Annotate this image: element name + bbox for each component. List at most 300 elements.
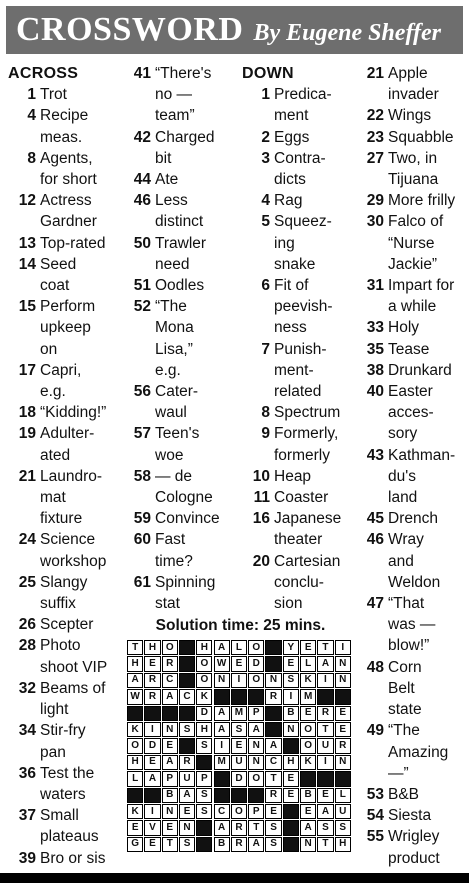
clue (356, 826, 466, 868)
clue-text: Tease (388, 340, 430, 358)
clue (356, 445, 466, 509)
grid-cell: T (317, 640, 333, 655)
grid-block (265, 656, 281, 671)
grid-cell: R (144, 673, 160, 688)
clue-text: Fast time? (155, 531, 193, 570)
clue (356, 360, 466, 381)
clue-text: Trawler need (155, 234, 207, 273)
grid-cell: S (196, 804, 212, 819)
grid-cell: A (248, 722, 264, 737)
clue (242, 211, 354, 275)
grid-cell: E (283, 771, 299, 786)
clue-column-2 (123, 63, 241, 614)
clue (356, 593, 466, 657)
clue-text: Punish- ment- related (274, 340, 327, 401)
clue-text: Siesta (388, 807, 432, 825)
clue (356, 317, 466, 338)
clue-number: 5 (261, 213, 270, 231)
clue (242, 148, 354, 190)
clue-text: Impart for a while (388, 277, 455, 316)
grid-cell: H (283, 755, 299, 770)
grid-cell: R (231, 820, 247, 835)
puzzle-header (6, 6, 463, 54)
clue (123, 190, 241, 232)
grid-cell: E (317, 788, 333, 803)
clue-text: More frilly (388, 192, 456, 210)
grid-block (335, 689, 351, 704)
grid-cell: E (144, 837, 160, 852)
grid-cell: P (248, 804, 264, 819)
clue (123, 466, 241, 508)
clue-text: “There's no — team” (155, 65, 212, 125)
clue (123, 508, 241, 529)
grid-cell: E (283, 656, 299, 671)
clue (356, 105, 466, 126)
clue-text: Holy (388, 319, 420, 337)
clue-number: 46 (133, 192, 151, 210)
grid-block (300, 771, 316, 786)
grid-cell: A (214, 640, 230, 655)
clue (8, 848, 124, 869)
grid-cell: T (162, 837, 178, 852)
clue-text: Wrigley product (388, 828, 440, 867)
clue-number: 14 (18, 255, 36, 273)
grid-cell: E (300, 706, 316, 721)
clue-text: Actress Gardner (40, 192, 97, 231)
clue-number: 15 (18, 298, 36, 316)
grid-cell: N (335, 755, 351, 770)
grid-cell: E (335, 722, 351, 737)
clue-text: Test the waters (40, 764, 95, 803)
grid-cell: I (317, 755, 333, 770)
grid-block (283, 738, 299, 753)
grid-block (162, 706, 178, 721)
grid-cell: O (300, 722, 316, 737)
clue-number: 54 (366, 807, 384, 825)
grid-block (317, 771, 333, 786)
clue-number: 27 (366, 149, 384, 167)
down-heading: DOWN (242, 65, 294, 82)
grid-cell: A (127, 673, 143, 688)
grid-cell: B (283, 706, 299, 721)
grid-cell: D (248, 656, 264, 671)
grid-cell: T (265, 771, 281, 786)
grid-cell: N (162, 722, 178, 737)
clue-text: Kathman- du's land (388, 446, 456, 507)
clue-text: Wray and Weldon (388, 531, 441, 591)
clue-number: 25 (18, 573, 36, 591)
grid-cell: P (248, 706, 264, 721)
clue (8, 466, 124, 530)
grid-cell: R (335, 738, 351, 753)
clue-number: 3 (261, 149, 270, 167)
grid-cell: K (300, 673, 316, 688)
clue-number: 20 (252, 552, 270, 570)
grid-cell: N (179, 820, 195, 835)
clue (356, 275, 466, 317)
grid-block (196, 755, 212, 770)
clue (242, 487, 354, 508)
grid-cell: L (335, 788, 351, 803)
clue-number: 4 (261, 192, 270, 210)
clue-number: 39 (18, 849, 36, 867)
grid-cell: A (214, 722, 230, 737)
grid-cell: O (162, 640, 178, 655)
clue-number: 29 (366, 192, 384, 210)
clue (123, 572, 241, 614)
clue (8, 423, 124, 465)
clue (242, 84, 354, 126)
grid-cell: L (231, 640, 247, 655)
clue (242, 551, 354, 615)
clue-text: Corn Belt state (388, 658, 422, 719)
clue (8, 805, 124, 847)
grid-cell: T (317, 837, 333, 852)
clue-number: 10 (252, 467, 270, 485)
clue (356, 657, 466, 721)
grid-cell: E (335, 706, 351, 721)
clue-text: Perform upkeep on (40, 298, 96, 358)
grid-cell: C (214, 804, 230, 819)
clue (8, 720, 124, 762)
grid-cell: A (214, 820, 230, 835)
grid-cell: O (248, 771, 264, 786)
grid-cell: K (196, 689, 212, 704)
clue (8, 402, 124, 423)
clue-text: — de Cologne (155, 467, 213, 507)
grid-cell: U (179, 771, 195, 786)
clue-number: 40 (366, 383, 384, 401)
grid-cell: A (162, 689, 178, 704)
grid-cell: O (231, 804, 247, 819)
grid-cell: G (127, 837, 143, 852)
clue-text: “That was — blow!” (388, 595, 436, 655)
clue (8, 190, 124, 232)
clue-number: 6 (261, 277, 270, 295)
grid-cell: R (265, 689, 281, 704)
grid-cell: S (335, 820, 351, 835)
grid-cell: I (144, 804, 160, 819)
clue (242, 127, 354, 148)
clue-text: Falco of “Nurse Jackie” (388, 213, 444, 273)
grid-cell: O (196, 656, 212, 671)
clue-number: 31 (366, 277, 384, 295)
clue-text: Two, in Tijuana (388, 149, 439, 189)
grid-cell: R (162, 656, 178, 671)
grid-cell: S (196, 738, 212, 753)
grid-cell: N (162, 804, 178, 819)
grid-cell: H (196, 640, 212, 655)
clue-text: Agents, for short (40, 149, 97, 189)
grid-cell: E (300, 804, 316, 819)
grid-cell: D (231, 771, 247, 786)
grid-cell: A (300, 820, 316, 835)
grid-block (265, 640, 281, 655)
grid-block (248, 689, 264, 704)
clue-text: “The Mona Lisa,” e.g. (155, 298, 194, 379)
clue (356, 508, 466, 529)
grid-cell: O (196, 673, 212, 688)
grid-cell: M (231, 706, 247, 721)
clue-number: 9 (261, 425, 270, 443)
clue-number: 48 (366, 658, 384, 676)
clue-text: Bro or sis (40, 849, 106, 867)
clue-number: 8 (27, 149, 36, 167)
grid-cell: N (300, 837, 316, 852)
grid-block (179, 640, 195, 655)
grid-block (317, 689, 333, 704)
clue-text: Ate (155, 171, 179, 189)
clue (356, 805, 466, 826)
clue (8, 614, 124, 635)
clue (242, 402, 354, 423)
clue-number: 46 (366, 531, 384, 549)
grid-cell: K (127, 804, 143, 819)
grid-block (127, 706, 143, 721)
grid-cell: Y (283, 640, 299, 655)
clue-column-4 (356, 63, 466, 869)
grid-cell: N (214, 673, 230, 688)
clue-number: 8 (261, 404, 270, 422)
grid-cell: B (214, 837, 230, 852)
grid-cell: M (300, 689, 316, 704)
clue (242, 339, 354, 403)
clue (356, 784, 466, 805)
grid-cell: R (231, 837, 247, 852)
clue (123, 169, 241, 190)
grid-cell: E (162, 738, 178, 753)
clue-number: 30 (366, 213, 384, 231)
clue-list (242, 84, 354, 614)
clue-number: 36 (18, 764, 36, 782)
clue-number: 37 (18, 807, 36, 825)
clue-text: Capri, e.g. (40, 361, 82, 401)
clue-number: 57 (133, 425, 151, 443)
clue-number: 52 (133, 298, 151, 316)
clue (356, 339, 466, 360)
clue-number: 1 (27, 86, 36, 104)
grid-cell: H (127, 656, 143, 671)
grid-cell: E (231, 656, 247, 671)
grid-cell: U (317, 738, 333, 753)
grid-block (231, 788, 247, 803)
grid-block (214, 771, 230, 786)
grid-block (283, 837, 299, 852)
grid-cell: L (300, 656, 316, 671)
grid-cell: E (179, 804, 195, 819)
clue-text: Convince (155, 510, 220, 528)
clue-number: 58 (133, 467, 151, 485)
clue (8, 105, 124, 147)
clue (8, 360, 124, 402)
clue (8, 635, 124, 677)
clue-text: Beams of light (40, 679, 106, 719)
grid-cell: I (144, 722, 160, 737)
clue (123, 275, 241, 296)
clue (356, 190, 466, 211)
puzzle-title: CROSSWORD (16, 11, 244, 48)
clue (8, 678, 124, 720)
clue (8, 84, 124, 105)
clue-number: 32 (18, 679, 36, 697)
clue-text: Top-rated (40, 234, 106, 252)
grid-cell: T (317, 722, 333, 737)
clue-number: 59 (133, 510, 151, 528)
clue-number: 4 (27, 107, 36, 125)
grid-cell: A (248, 837, 264, 852)
clue-number: 44 (133, 171, 151, 189)
clue-number: 23 (366, 128, 384, 146)
grid-cell: A (265, 738, 281, 753)
grid-cell: W (127, 689, 143, 704)
grid-cell: O (248, 640, 264, 655)
clue-text: Spinning stat (155, 573, 216, 613)
grid-cell: H (335, 837, 351, 852)
clue-text: Formerly, formerly (274, 425, 339, 464)
grid-block (335, 771, 351, 786)
grid-cell: S (265, 837, 281, 852)
clue (123, 296, 241, 381)
clue-list (123, 63, 241, 614)
clue-number: 49 (366, 722, 384, 740)
clue-text: Teen's woe (155, 425, 200, 464)
grid-cell: R (179, 755, 195, 770)
clue-number: 41 (133, 65, 151, 82)
grid-cell: D (196, 706, 212, 721)
grid-block (214, 788, 230, 803)
grid-cell: A (144, 771, 160, 786)
clue-number: 45 (366, 510, 384, 528)
grid-cell: T (127, 640, 143, 655)
clue-text: Science workshop (40, 531, 107, 570)
clue-text: Heap (274, 467, 312, 485)
grid-block (179, 706, 195, 721)
grid-cell: I (214, 738, 230, 753)
grid-cell: V (144, 820, 160, 835)
clue-text: Cartesian conclu- sion (274, 552, 341, 613)
clue-text: Squeez- ing snake (274, 213, 332, 273)
clue-text: Oodles (155, 277, 205, 295)
clue-text: Less distinct (155, 192, 204, 231)
solution-time: Solution time: 25 mins. (155, 617, 326, 634)
grid-cell: U (335, 804, 351, 819)
clue (242, 508, 354, 550)
clue-number: 11 (253, 489, 270, 507)
grid-cell: O (127, 738, 143, 753)
grid-cell: S (179, 837, 195, 852)
grid-cell: K (300, 755, 316, 770)
grid-block (265, 706, 281, 721)
clue (356, 529, 466, 593)
clue-number: 16 (252, 510, 270, 528)
grid-cell: I (231, 673, 247, 688)
grid-cell: D (144, 738, 160, 753)
grid-cell: N (248, 738, 264, 753)
bottom-rule (0, 873, 469, 883)
grid-cell: N (283, 722, 299, 737)
clue-number: 55 (366, 828, 384, 846)
clue-number: 26 (18, 616, 36, 634)
clue (356, 127, 466, 148)
clue (8, 572, 124, 614)
grid-cell: O (300, 738, 316, 753)
clue-number: 50 (133, 234, 151, 252)
grid-cell: P (162, 771, 178, 786)
clue-number: 18 (18, 404, 36, 422)
clue-column-3 (242, 63, 354, 614)
clue-number: 43 (366, 446, 384, 464)
clue (123, 381, 241, 423)
clue-number: 56 (133, 383, 151, 401)
grid-block (248, 788, 264, 803)
grid-block (283, 804, 299, 819)
grid-cell: W (214, 656, 230, 671)
clue-text: Predica- ment (274, 86, 332, 125)
grid-cell: T (248, 820, 264, 835)
clue (242, 275, 354, 339)
clue (123, 63, 241, 127)
clue-number: 1 (261, 86, 270, 104)
grid-block (265, 722, 281, 737)
clue-number: 35 (366, 340, 384, 358)
clue (356, 148, 466, 190)
across-heading: ACROSS (8, 65, 79, 82)
clue (123, 529, 241, 571)
grid-cell: L (127, 771, 143, 786)
grid-cell: N (265, 673, 281, 688)
clue-text: Contra- dicts (274, 149, 326, 189)
grid-block (231, 689, 247, 704)
clue-text: Fit of peevish- ness (274, 277, 333, 337)
grid-cell: N (335, 656, 351, 671)
clue-text: Japanese theater (274, 510, 342, 549)
grid-cell: A (179, 788, 195, 803)
grid-cell: N (335, 673, 351, 688)
grid-cell: C (179, 689, 195, 704)
clue-text: Spectrum (274, 404, 341, 422)
grid-cell: I (317, 673, 333, 688)
clue-number: 17 (18, 361, 36, 379)
clue-number: 2 (261, 128, 270, 146)
clue-text: Seed coat (40, 255, 77, 295)
clue-number: 61 (133, 573, 151, 591)
grid-cell: H (144, 640, 160, 655)
clue-number: 33 (366, 319, 384, 337)
clue-number: 34 (18, 722, 36, 740)
grid-block (179, 673, 195, 688)
grid-cell: S (265, 820, 281, 835)
clue-number: 53 (366, 785, 384, 803)
grid-block (196, 820, 212, 835)
grid-cell: B (162, 788, 178, 803)
clue (356, 381, 466, 445)
grid-cell: B (300, 788, 316, 803)
clue-number: 47 (366, 595, 384, 613)
clue-text: Photo shoot VIP (40, 637, 108, 676)
clue-text: Stir-fry pan (40, 722, 86, 761)
grid-cell: A (162, 755, 178, 770)
clue-text: Small plateaus (40, 807, 99, 846)
grid-cell: E (144, 656, 160, 671)
clue (8, 254, 124, 296)
clue-text: Eggs (274, 128, 310, 146)
clue-list (356, 63, 466, 869)
clue-text: Easter acces- sory (388, 383, 434, 443)
clue-number: 21 (18, 467, 36, 485)
clue-number: 13 (18, 234, 36, 252)
grid-cell: E (127, 820, 143, 835)
clue-text: “The Amazing —” (388, 722, 449, 782)
